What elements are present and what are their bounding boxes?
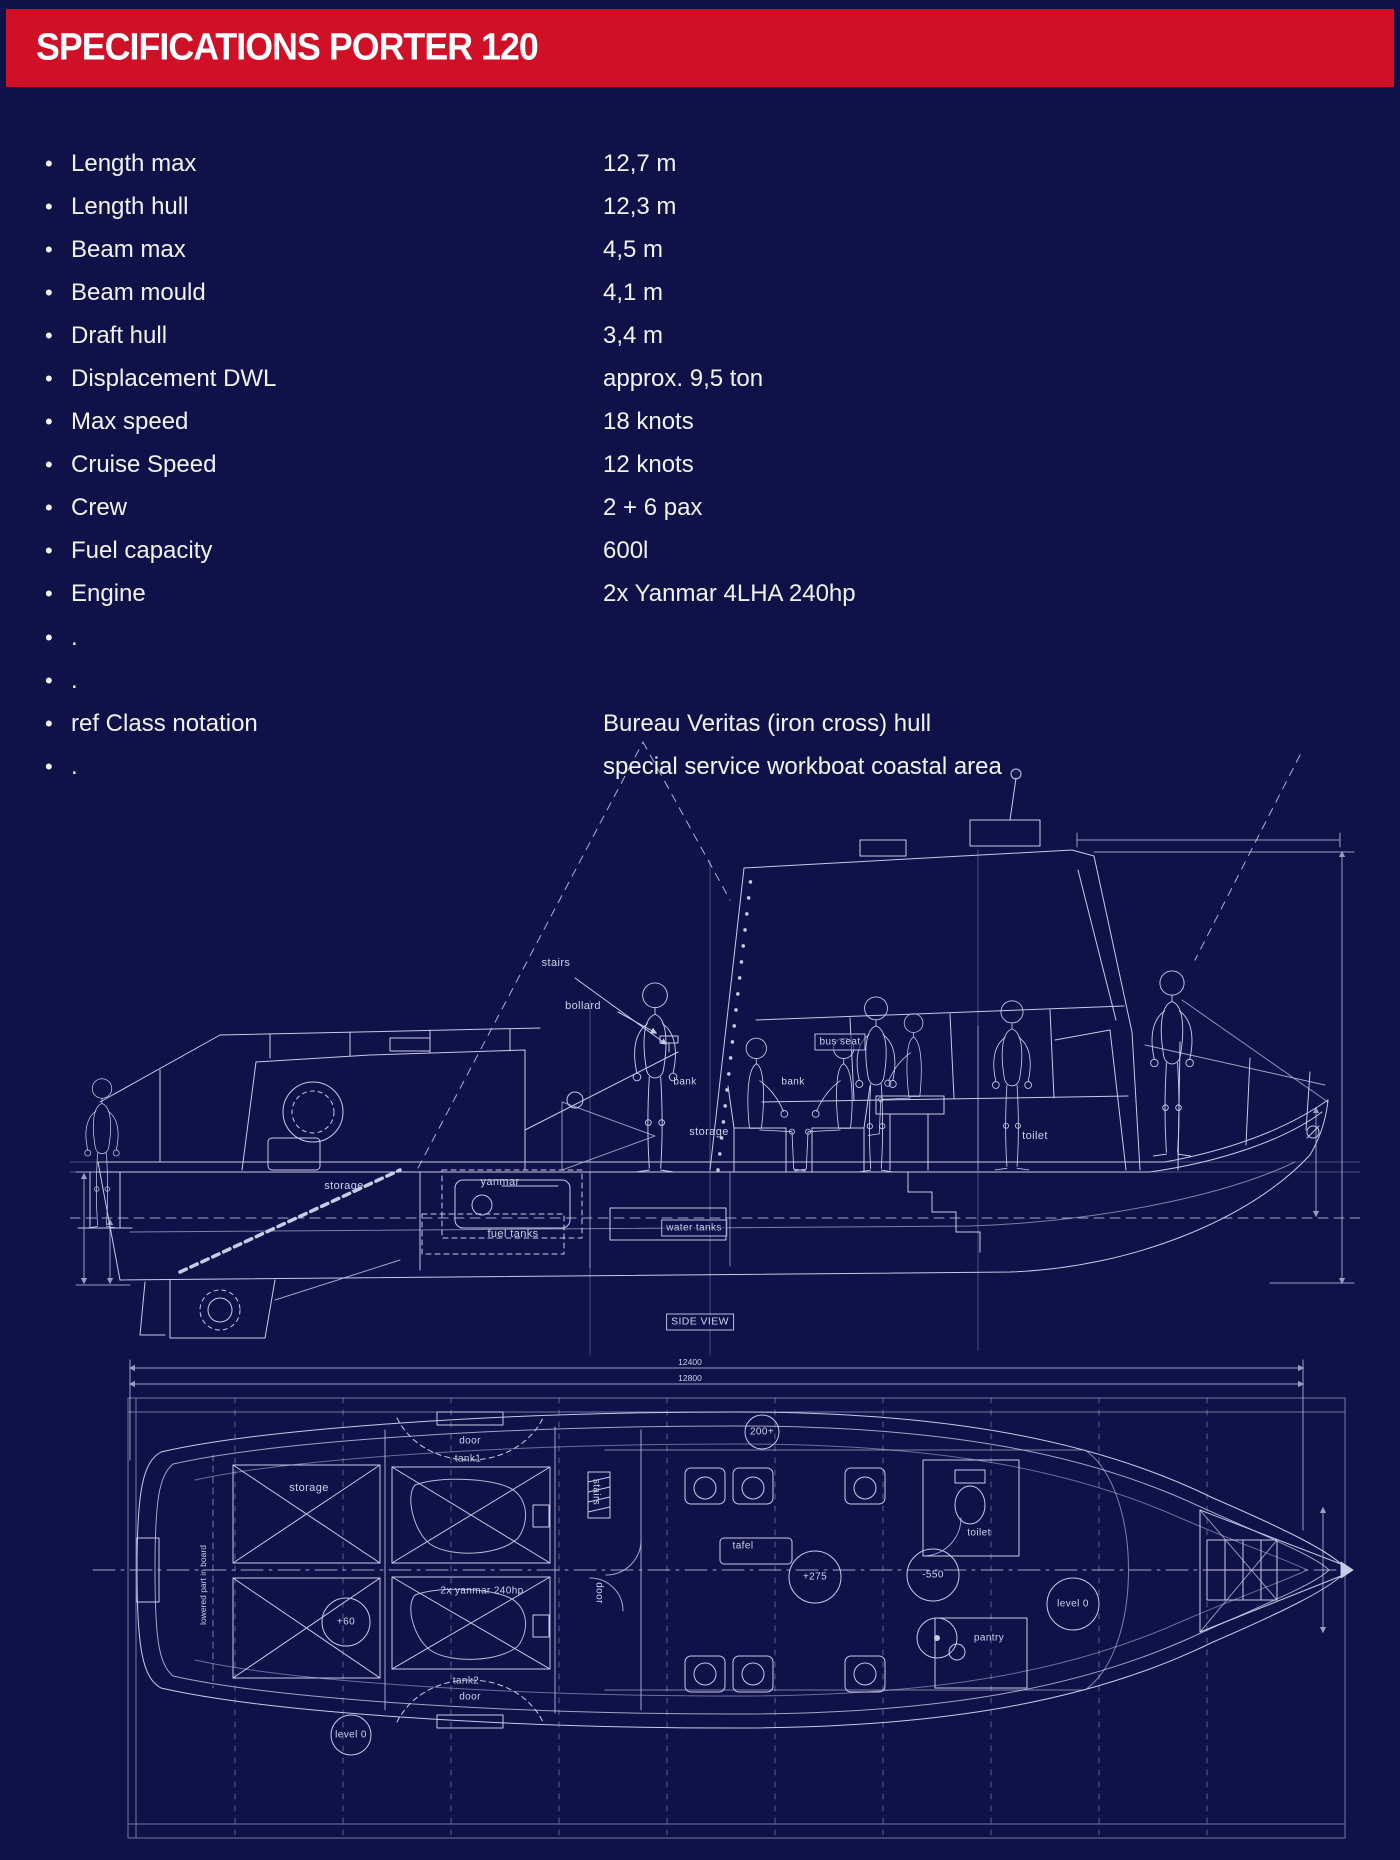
engine-label: 2x yanmar 240hp <box>440 1585 524 1597</box>
plan-dimensions <box>130 1360 1323 1632</box>
badge-200: 200+ <box>749 1426 775 1438</box>
spec-bullet: • <box>45 495 53 521</box>
length-dim-lower: 12800 <box>678 1373 702 1383</box>
stairs-label: stairs <box>541 957 571 969</box>
spec-bullet: • <box>45 193 53 219</box>
spec-bullet: • <box>45 581 53 607</box>
spec-row <box>45 185 1345 228</box>
spec-bullet: • <box>45 667 53 693</box>
spec-label: ref Class notation <box>71 709 258 737</box>
spec-row <box>45 357 1345 400</box>
level0-badge: level 0 <box>1057 1598 1089 1610</box>
spec-row <box>45 228 1345 271</box>
door-bottom-label: door <box>459 1691 481 1703</box>
spec-bullet: • <box>45 538 53 564</box>
plan-view-drawing <box>85 1300 1355 1860</box>
tafel-label: tafel <box>732 1540 754 1552</box>
spec-bullet: • <box>45 624 53 650</box>
minus550-badge: -550 <box>922 1569 944 1581</box>
spec-value: 600l <box>603 537 649 565</box>
page-title: SPECIFICATIONS PORTER 120 <box>36 26 538 69</box>
aft-deck-casing <box>100 1028 655 1170</box>
tank1-label: tank1 <box>454 1453 482 1465</box>
spec-row <box>45 314 1345 357</box>
spec-row <box>45 444 1345 487</box>
bow-locker <box>1200 1510 1341 1632</box>
door-mid-label: door <box>593 1582 605 1604</box>
bollard-label: bollard <box>565 1000 601 1012</box>
level-badges <box>322 1415 1099 1755</box>
construction-lines <box>70 850 1360 1355</box>
storage-cabin-label: storage <box>689 1126 729 1138</box>
spec-label: Cruise Speed <box>71 451 217 479</box>
spec-value: 18 knots <box>603 408 694 436</box>
plus275-badge: +275 <box>802 1571 828 1583</box>
water-tanks-label: water tanks <box>661 1220 727 1237</box>
lowered-part-label: lowered part in board <box>198 1545 208 1625</box>
spec-bullet: • <box>45 710 53 736</box>
spec-value: 2x Yanmar 4LHA 240hp <box>603 580 856 608</box>
spec-label: . <box>71 752 78 780</box>
spec-value: 12 knots <box>603 451 694 479</box>
spec-row <box>45 271 1345 314</box>
bank-label: bank <box>673 1076 697 1088</box>
plan-toilet-label: toilet <box>967 1527 991 1539</box>
spec-label: Engine <box>71 580 146 608</box>
spec-row <box>45 142 1345 185</box>
spec-list <box>45 142 1345 788</box>
antenna-rigging <box>418 742 1300 1168</box>
spec-row <box>45 573 1345 616</box>
pantry-label: pantry <box>973 1632 1005 1644</box>
dimension-lines <box>76 833 1354 1285</box>
spec-bullet: • <box>45 409 53 435</box>
spec-row <box>45 487 1345 530</box>
spec-label: Length hull <box>71 192 189 220</box>
spec-value: 12,3 m <box>603 192 677 220</box>
spec-bullet: • <box>45 236 53 262</box>
plan-stairs-label: stairs <box>590 1478 602 1506</box>
spec-row <box>45 616 1345 659</box>
spec-value: approx. 9,5 ton <box>603 365 764 393</box>
spec-label: . <box>71 666 78 694</box>
spec-bullet: • <box>45 452 53 478</box>
spec-value: 3,4 m <box>603 321 664 349</box>
header-bar <box>6 9 1394 87</box>
spec-bullet: • <box>45 279 53 305</box>
length-dim-upper: 12400 <box>678 1357 702 1367</box>
side-view-drawing <box>70 700 1360 1400</box>
side-view-caption: SIDE VIEW <box>666 1314 734 1331</box>
spec-value: 2 + 6 pax <box>603 494 703 522</box>
spec-value: Bureau Veritas (iron cross) hull <box>603 709 932 737</box>
storage-lockers <box>233 1465 380 1678</box>
spec-label: Beam mould <box>71 278 206 306</box>
spec-row <box>45 401 1345 444</box>
yanmar-label: yanmar <box>480 1176 520 1188</box>
spec-value: 4,1 m <box>603 278 664 306</box>
spec-bullet: • <box>45 322 53 348</box>
spec-label: Displacement DWL <box>71 365 277 393</box>
spec-label: Draft hull <box>71 321 168 349</box>
storage-hull-label: storage <box>324 1180 364 1192</box>
plan-grid <box>235 1398 1207 1838</box>
spec-value: 12,7 m <box>603 149 677 177</box>
door-label: door <box>459 1435 481 1447</box>
bank-label: bank <box>781 1076 805 1088</box>
bus-seat-label: bus seat <box>814 1034 865 1051</box>
toilet-label: toilet <box>1022 1130 1048 1142</box>
spec-row <box>45 530 1345 573</box>
spec-label: . <box>71 623 78 651</box>
plan-storage-label: storage <box>289 1482 329 1494</box>
fuel-tanks-label: fuel tanks <box>487 1228 539 1240</box>
spec-bullet: • <box>45 366 53 392</box>
spec-bullet: • <box>45 753 53 779</box>
spec-bullet: • <box>45 150 53 176</box>
spec-label: Beam max <box>71 235 186 263</box>
tank2-label: tank2 <box>452 1675 480 1687</box>
wheelhouse <box>660 769 1140 1252</box>
spec-label: Crew <box>71 494 128 522</box>
spec-value: special service workboat coastal area <box>603 752 1002 780</box>
spec-label: Max speed <box>71 408 189 436</box>
plus60-badge: +60 <box>336 1616 356 1628</box>
spec-value: 4,5 m <box>603 235 664 263</box>
spec-label: Length max <box>71 149 197 177</box>
plan-frame <box>128 1398 1345 1838</box>
spec-row <box>45 659 1345 702</box>
spec-label: Fuel capacity <box>71 537 213 565</box>
level0-badge: level 0 <box>335 1729 367 1741</box>
